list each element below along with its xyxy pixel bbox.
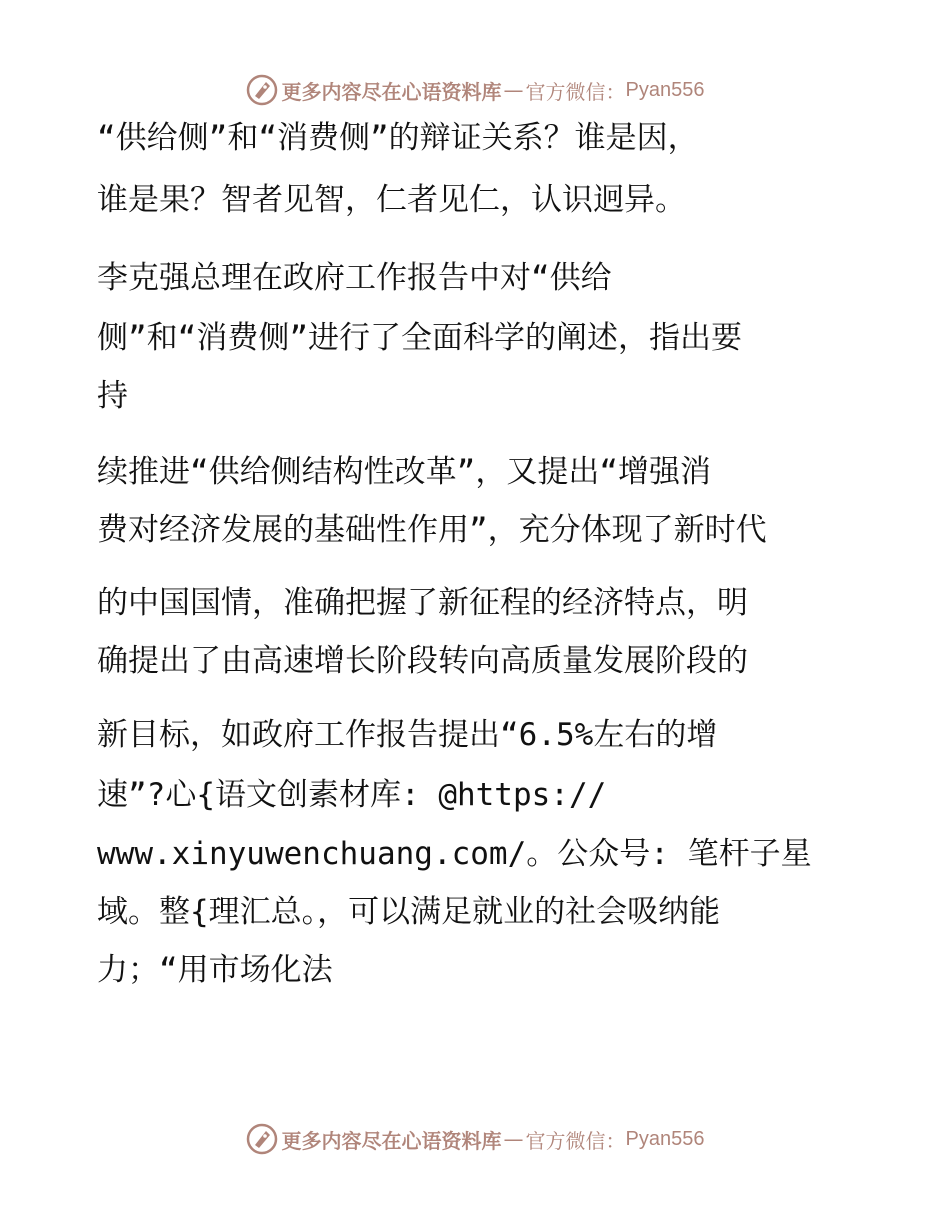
text-line: www.xinyuwenchuang.com/。公众号: 笔杆子星 (97, 836, 812, 872)
text-line: 速”?心{语文创素材库: @https:// (97, 777, 607, 813)
text-line: 谁是果？智者见智，仁者见仁，认识迥异。 (97, 182, 686, 218)
pen-nib-icon (246, 74, 278, 106)
pen-nib-icon (246, 1123, 278, 1155)
text-line: 李克强总理在政府工作报告中对“供给 (97, 260, 612, 296)
banner-wechat-id: Pyan556 (625, 1127, 705, 1150)
text-line: 新目标，如政府工作报告提出“6.5%左右的增 (97, 717, 718, 753)
banner-text: 更多内容尽在心语资料库 (281, 79, 502, 104)
banner-wechat-label: 官方微信： (525, 79, 626, 104)
text-line: 持 (97, 378, 128, 414)
banner-wechat-id: Pyan556 (625, 78, 705, 101)
text-line: 续推进“供给侧结构性改革”，又提出“增强消 (97, 454, 711, 490)
text-line: 确提出了由高速增长阶段转向高质量发展阶段的 (97, 643, 748, 679)
header-banner (0, 70, 950, 110)
banner-text: 更多内容尽在心语资料库 (281, 1128, 502, 1153)
text-line: 的中国国情，准确把握了新征程的经济特点，明 (97, 585, 748, 621)
text-line: “供给侧”和“消费侧”的辩证关系？谁是因， (97, 120, 699, 156)
text-line: 费对经济发展的基础性作用”，充分体现了新时代 (97, 512, 767, 548)
text-line: 力；“用市场化法 (97, 952, 333, 988)
text-line: 域。整{理汇总。，可以满足就业的社会吸纳能 (97, 894, 721, 930)
banner-dash: — (503, 78, 524, 102)
footer-banner (0, 1119, 950, 1159)
banner-dash: — (503, 1127, 524, 1151)
text-line: 侧”和“消费侧”进行了全面科学的阐述，指出要 (97, 320, 742, 356)
banner-wechat-label: 官方微信： (525, 1128, 626, 1153)
